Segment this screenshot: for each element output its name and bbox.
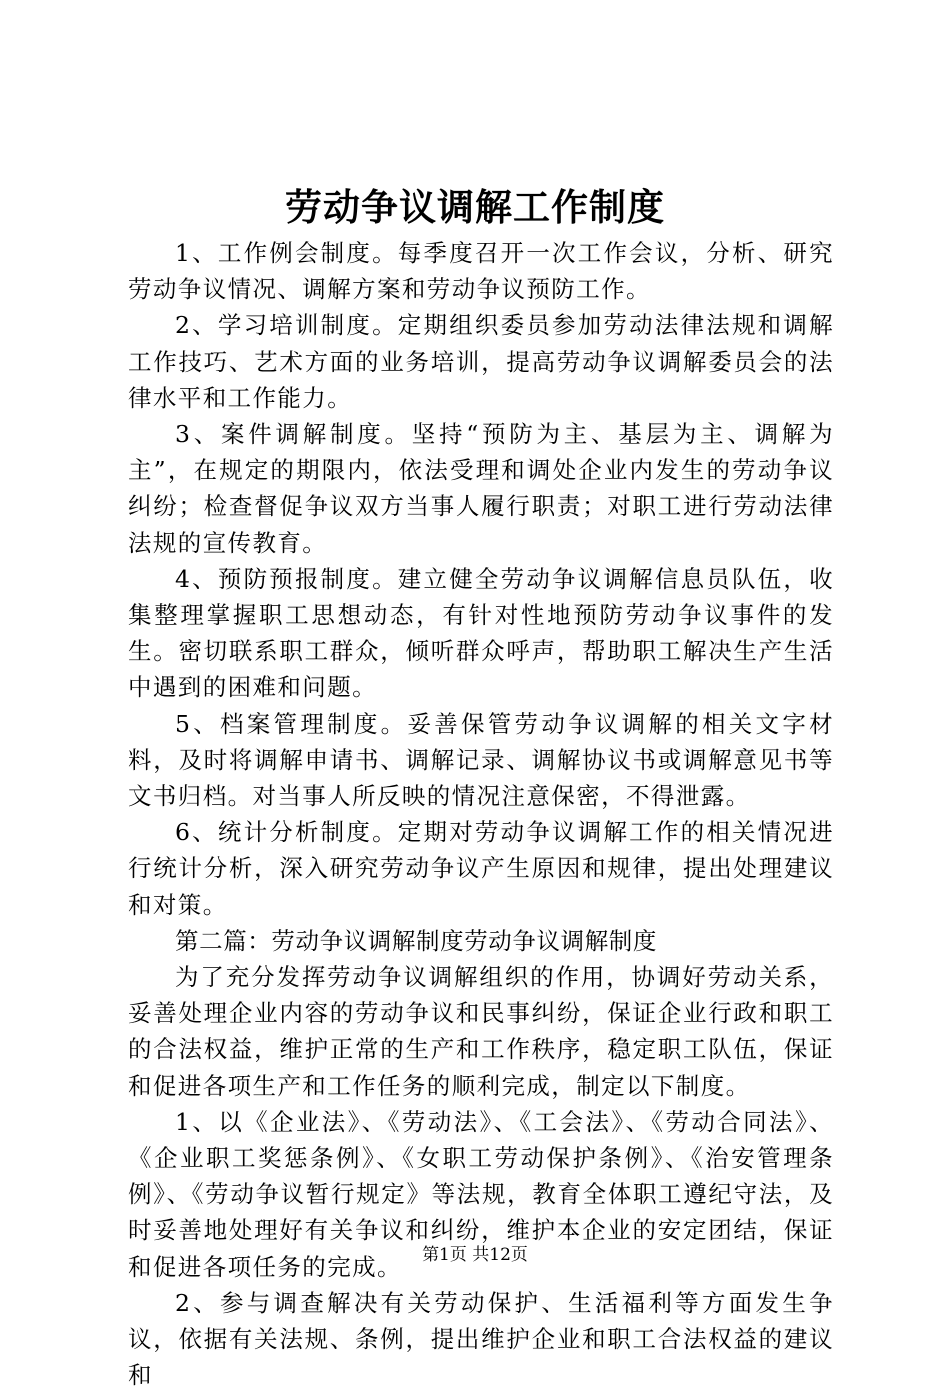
document-title: 劳动争议调解工作制度 <box>285 185 665 229</box>
paragraph-2: 2、学习培训制度。定期组织委员参加劳动法律法规和调解工作技巧、艺术方面的业务培训，提高劳动争议调解委员会的法律水平和工作能力。 <box>128 311 834 412</box>
page-number: 第1页 共12页 <box>422 1245 528 1265</box>
paragraph-6: 6、统计分析制度。定期对劳动争议调解工作的相关情况进行统计分析，深入研究劳动争议产生原因和规律，提出处理建议和对策。 <box>128 818 834 919</box>
paragraph-1: 1、工作例会制度。每季度召开一次工作会议，分析、研究劳动争议情况、调解方案和劳动争议预防工作。 <box>128 239 834 304</box>
paragraph-intro: 为了充分发挥劳动争议调解组织的作用，协调好劳动关系，妥善处理企业内容的劳动争议和民事纠纷，保证企业行政和职工的合法权益，维护正常的生产和工作秩序，稳定职工队伍，保证和促进各项生产和工作任务的顺利完成，制定以下制度。 <box>128 963 834 1100</box>
paragraph-5: 5、档案管理制度。妥善保管劳动争议调解的相关文字材料，及时将调解申请书、调解记录、调解协议书或调解意见书等文书归档。对当事人所反映的情况注意保密，不得泄露。 <box>128 709 834 811</box>
document-body <box>128 235 834 1394</box>
paragraph-rule-1: 1、以《企业法》、《劳动法》、《工会法》、《劳动合同法》、《企业职工奖惩条例》、《女职工劳动保护条例》、《治安管理条例》、《劳动争议暂行规定》等法规，教育全体职工遵纪守法，及时妥善地处理好有关争议和纠纷，维护本企业的安定团结，保证和促进各项任务的完成。 <box>128 1107 834 1281</box>
paragraph-4: 4、预防预报制度。建立健全劳动争议调解信息员队伍，收集整理掌握职工思想动态，有针对性地预防劳动争议事件的发生。密切联系职工群众，倾听群众呼声，帮助职工解决生产生活中遇到的困难和问题。 <box>128 564 834 702</box>
paragraph-3: 3、案件调解制度。坚持“预防为主、基层为主、调解为主”，在规定的期限内，依法受理和调处企业内发生的劳动争议纠纷；检查督促争议双方当事人履行职责；对职工进行劳动法律法规的宣传教育。 <box>128 420 834 557</box>
section-heading: 第二篇：劳动争议调解制度劳动争议调解制度 <box>175 926 657 955</box>
paragraph-rule-2: 2、参与调查解决有关劳动保护、生活福利等方面发生争议，依据有关法规、条例，提出维护企业和职工合法权益的建议和 <box>128 1288 834 1390</box>
